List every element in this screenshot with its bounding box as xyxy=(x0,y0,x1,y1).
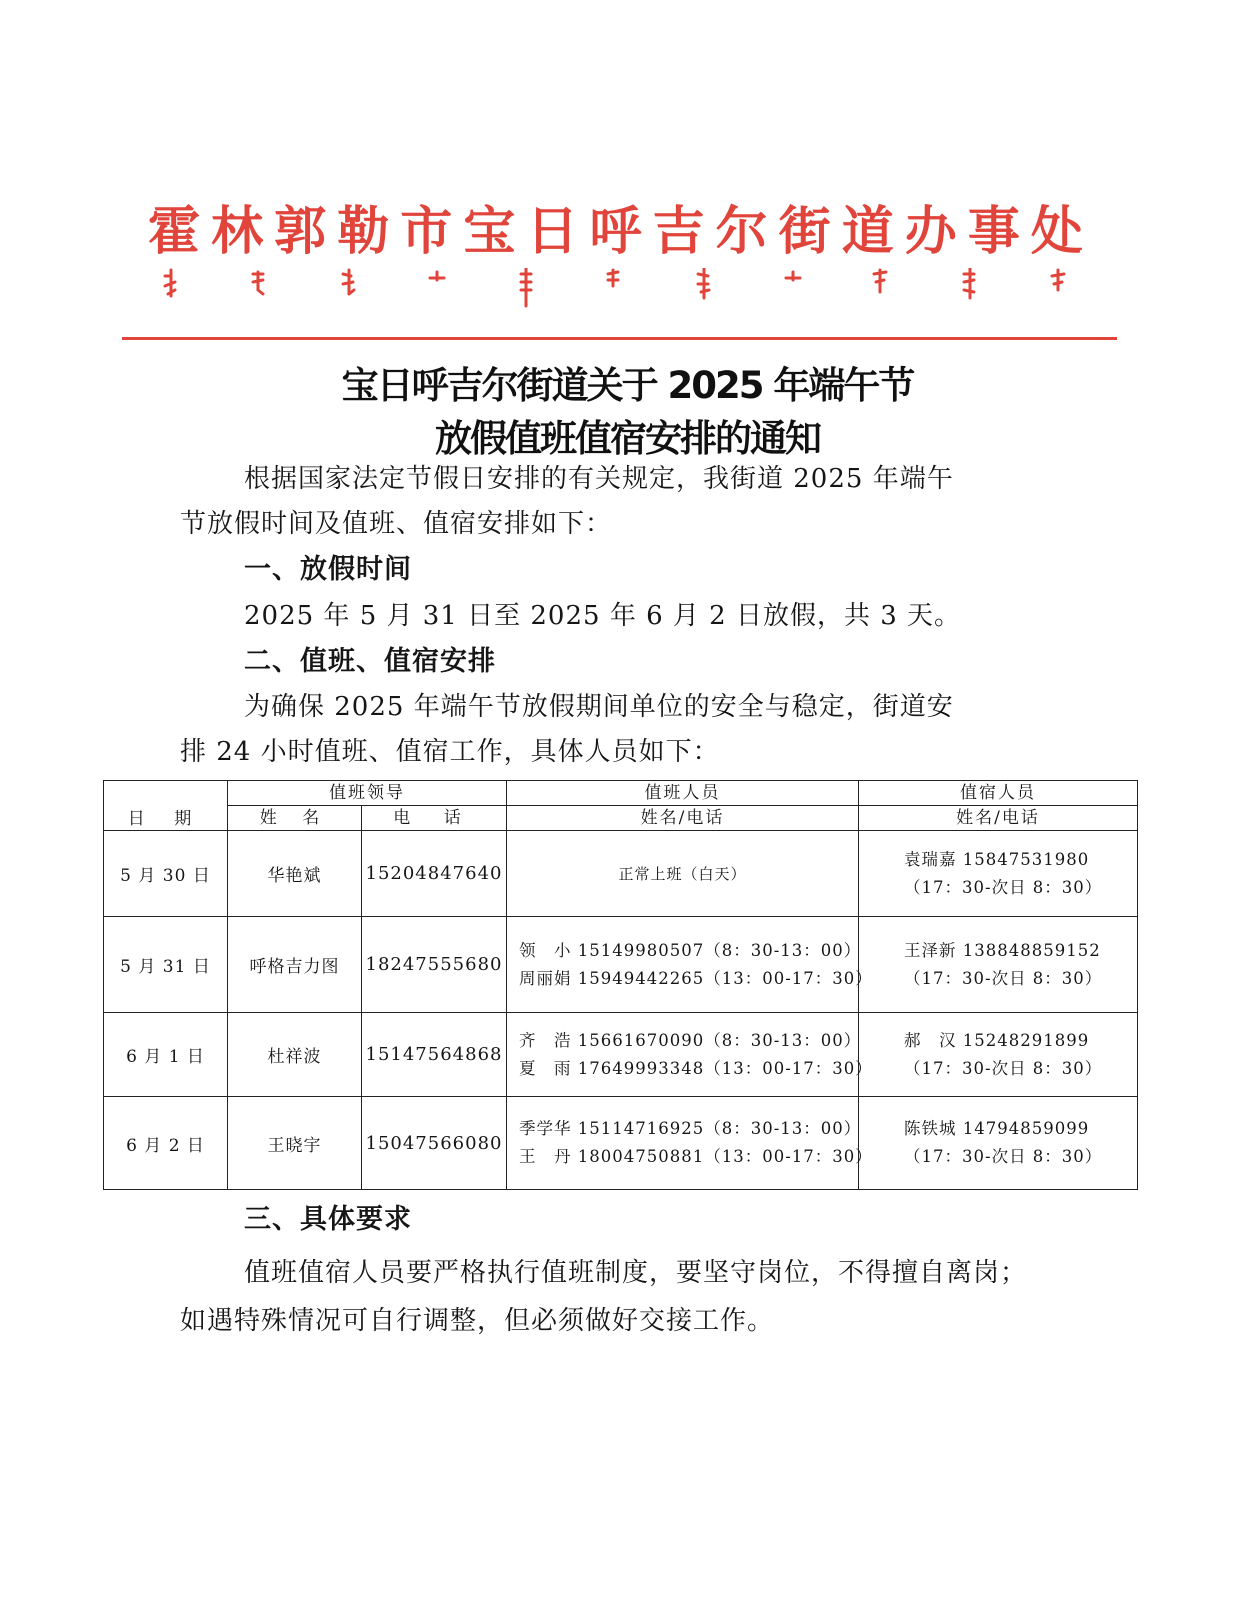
section-2-line-1: 为确保 2025 年端午节放假期间单位的安全与稳定，街道安 xyxy=(244,692,954,722)
table-row xyxy=(104,831,1138,917)
table-row xyxy=(104,1097,1138,1190)
section-2-heading: 二、值班、值宿安排 xyxy=(244,646,496,677)
org-name-char: 勒 xyxy=(337,201,390,262)
row-date: 5 月 31 日 xyxy=(104,917,228,1013)
mongolian-glyph xyxy=(604,268,626,298)
row-date: 6 月 1 日 xyxy=(104,1013,228,1097)
org-name-char: 处 xyxy=(1030,201,1083,262)
org-name-char: 尔 xyxy=(715,201,768,262)
mongolian-glyph xyxy=(426,268,448,298)
org-name-char: 街 xyxy=(778,201,831,262)
duty-staff-line-2: 周丽娟 15949442265（13：00-17：30） xyxy=(519,968,873,988)
org-name-char: 日 xyxy=(526,201,579,262)
intro-line-1: 根据国家法定节假日安排的有关规定，我街道 2025 年端午 xyxy=(244,464,954,494)
header-leader: 值班领导 xyxy=(228,781,507,806)
row-leader-phone: 15147564868 xyxy=(362,1013,507,1097)
row-duty-staff xyxy=(507,1013,873,1097)
row-night-staff xyxy=(859,831,1138,917)
org-name-char: 市 xyxy=(400,201,453,262)
table-row xyxy=(104,917,1138,1013)
row-leader-name: 华艳斌 xyxy=(228,831,362,917)
intro-line-2: 节放假时间及值班、值宿安排如下： xyxy=(180,509,613,539)
org-name-char: 道 xyxy=(841,201,894,262)
header-leader-name: 姓 名 xyxy=(228,806,362,831)
night-staff-line-1: 陈铁城 14794859099 xyxy=(904,1119,1090,1138)
org-name-char: 吉 xyxy=(652,201,705,262)
mongolian-glyph xyxy=(693,268,715,298)
document-title-line-2: 放假值班值宿安排的通知 xyxy=(435,417,820,460)
duty-staff-line-2: 夏 雨 17649993348（13：00-17：30） xyxy=(519,1058,873,1078)
row-duty-staff xyxy=(507,917,873,1013)
mongolian-glyph xyxy=(160,268,182,298)
row-night-staff xyxy=(859,1097,1138,1190)
section-3-heading: 三、具体要求 xyxy=(244,1204,412,1235)
row-date: 6 月 2 日 xyxy=(104,1097,228,1190)
row-date: 5 月 30 日 xyxy=(104,831,228,917)
row-leader-name: 王晓宇 xyxy=(228,1097,362,1190)
header-date: 日 期 xyxy=(104,781,228,831)
letterhead-red-rule xyxy=(122,337,1117,340)
duty-staff-line-2: 王 丹 18004750881（13：00-17：30） xyxy=(519,1147,873,1166)
duty-schedule-table xyxy=(103,780,1138,1190)
table-row xyxy=(104,1013,1138,1097)
night-staff-line-1: 袁瑞嘉 15847531980 xyxy=(904,849,1090,869)
section-3-line-2: 如遇特殊情况可自行调整，但必须做好交接工作。 xyxy=(180,1306,775,1336)
header-duty-sub: 姓名/电话 xyxy=(507,806,859,831)
header-duty: 值班人员 xyxy=(507,781,859,806)
row-leader-phone: 15047566080 xyxy=(362,1097,507,1190)
letterhead-mongolian-script xyxy=(160,268,1070,314)
section-1-heading: 一、放假时间 xyxy=(244,554,412,585)
duty-staff-line-1: 季学华 15114716925（8：30-13：00） xyxy=(519,1119,862,1138)
row-leader-name: 杜祥波 xyxy=(228,1013,362,1097)
mongolian-glyph xyxy=(1048,268,1070,298)
section-1-text: 2025 年 5 月 31 日至 2025 年 6 月 2 日放假，共 3 天。 xyxy=(244,601,962,631)
org-name-char: 办 xyxy=(904,201,957,262)
org-name-char: 郭 xyxy=(274,201,327,262)
row-leader-name: 呼格吉力图 xyxy=(228,917,362,1013)
mongolian-glyph xyxy=(959,268,981,298)
org-name-char: 事 xyxy=(967,201,1020,262)
duty-staff-line-1: 领 小 15149980507（8：30-13：00） xyxy=(519,940,862,960)
night-staff-line-2: （17：30-次日 8：30） xyxy=(904,968,1103,988)
section-3-line-1: 值班值宿人员要严格执行值班制度，要坚守岗位，不得擅自离岗； xyxy=(244,1258,1028,1288)
night-staff-line-1: 王泽新 138848859152 xyxy=(904,940,1101,960)
row-leader-phone: 15204847640 xyxy=(362,831,507,917)
letterhead-org-name xyxy=(148,200,1083,264)
header-night: 值宿人员 xyxy=(859,781,1138,806)
night-staff-line-2: （17：30-次日 8：30） xyxy=(904,1147,1103,1166)
night-staff-line-1: 郝 汉 15248291899 xyxy=(904,1030,1090,1050)
section-2-line-2: 排 24 小时值班、值宿工作，具体人员如下： xyxy=(180,737,720,767)
duty-staff-line-1: 齐 浩 15661670090（8：30-13：00） xyxy=(519,1030,862,1050)
row-duty-staff xyxy=(507,831,859,917)
row-duty-staff xyxy=(507,1097,873,1190)
document-title-line-1: 宝日呼吉尔街道关于 2025 年端午节 xyxy=(341,364,914,407)
org-name-char: 霍 xyxy=(148,201,201,262)
mongolian-glyph xyxy=(338,268,360,298)
mongolian-glyph xyxy=(515,268,537,298)
row-night-staff xyxy=(859,917,1138,1013)
night-staff-line-2: （17：30-次日 8：30） xyxy=(904,1058,1103,1078)
org-name-char: 宝 xyxy=(463,201,516,262)
header-leader-phone: 电 话 xyxy=(362,806,507,831)
org-name-char: 林 xyxy=(211,201,264,262)
duty-staff-line-1: 正常上班（白天） xyxy=(618,865,747,883)
mongolian-glyph xyxy=(249,268,271,298)
row-night-staff xyxy=(859,1013,1138,1097)
org-name-char: 呼 xyxy=(589,201,642,262)
mongolian-glyph xyxy=(782,268,804,298)
header-night-sub: 姓名/电话 xyxy=(859,806,1138,831)
row-leader-phone: 18247555680 xyxy=(362,917,507,1013)
night-staff-line-2: （17：30-次日 8：30） xyxy=(904,877,1103,897)
mongolian-glyph xyxy=(870,268,892,298)
